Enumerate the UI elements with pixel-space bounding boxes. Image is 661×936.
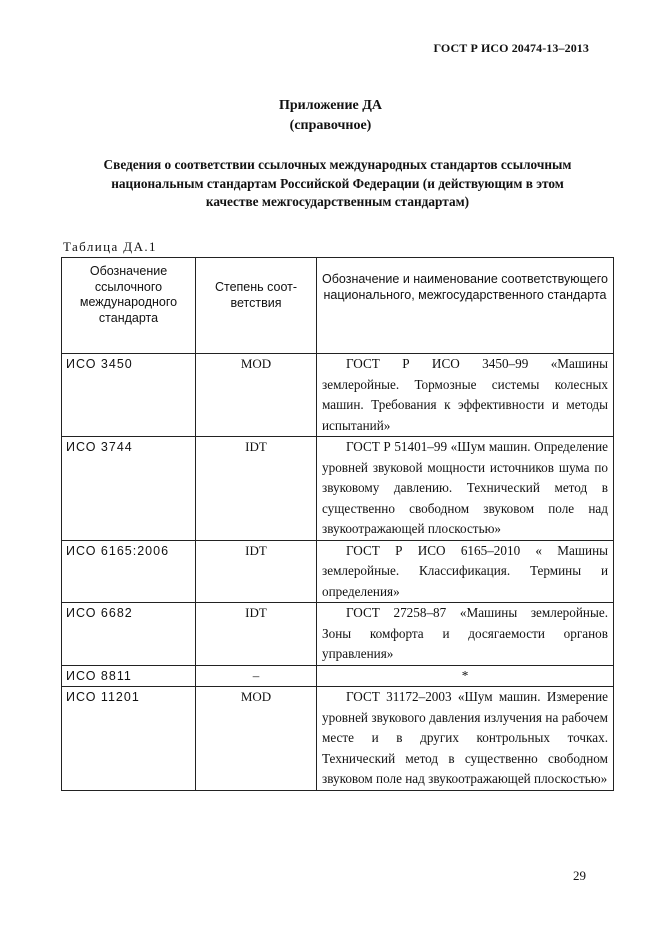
row-code: ИСО 6682 <box>62 603 196 666</box>
row-degree: IDT <box>196 540 317 603</box>
column-header-international: Обозначение ссылочного международного стандарта <box>62 258 196 354</box>
row-code: ИСО 11201 <box>62 687 196 791</box>
column-header-national: Обозначение и наименование соответствующего национального, межгосударственного стандарта <box>317 258 614 354</box>
row-code: ИСО 3450 <box>62 354 196 437</box>
table-row <box>62 687 614 791</box>
column-header-degree: Степень соот-ветствия <box>196 258 317 354</box>
row-degree: MOD <box>196 354 317 437</box>
table-row <box>62 354 614 437</box>
appendix-title-block <box>0 96 661 136</box>
row-name: ГОСТ 27258–87 «Машины землеройные. Зоны комфорта и досягаемости органов управления» <box>317 603 614 666</box>
row-degree: – <box>196 665 317 687</box>
table-header-row <box>62 258 614 354</box>
table-label: Таблица ДА.1 <box>63 239 157 254</box>
row-name: ГОСТ 31172–2003 «Шум машин. Измерение уровней звукового давления излучения на рабочем месте и в других контрольных точках. Технический метод в существенно свободном звуковом поле над звукоотражающей плоскостью» <box>317 687 614 791</box>
table-row <box>62 540 614 603</box>
table-row <box>62 603 614 666</box>
page-number: 29 <box>573 868 586 883</box>
row-degree: MOD <box>196 687 317 791</box>
row-name: ГОСТ Р ИСО 6165–2010 « Машины землеройные. Классификация. Термины и определения» <box>317 540 614 603</box>
row-degree: IDT <box>196 437 317 541</box>
row-degree: IDT <box>196 603 317 666</box>
appendix-subtitle: (справочное) <box>289 118 372 133</box>
correspondence-table <box>61 257 614 791</box>
row-name: * <box>317 665 614 687</box>
document-code: ГОСТ Р ИСО 20474-13–2013 <box>433 41 589 55</box>
row-name: ГОСТ Р ИСО 3450–99 «Машины землеройные. Тормозные системы колесных машин. Требования к эффективности и методы испытаний» <box>317 354 614 437</box>
table-row <box>62 437 614 541</box>
row-name: ГОСТ Р 51401–99 «Шум машин. Определение уровней звуковой мощности источников шума по звуковому давлению. Технический метод в существенно свободном звуковом поле над звукоотражающей плоскостью» <box>317 437 614 541</box>
table-row <box>62 665 614 687</box>
section-heading: Сведения о соответствии ссылочных международных стандартов ссылочным национальным стандартам Российской Федерации (и действующим в этом качестве межгосударственным стандартам) <box>103 157 572 209</box>
row-code: ИСО 6165:2006 <box>62 540 196 603</box>
row-code: ИСО 8811 <box>62 665 196 687</box>
appendix-title: Приложение ДА <box>278 98 383 113</box>
row-code: ИСО 3744 <box>62 437 196 541</box>
